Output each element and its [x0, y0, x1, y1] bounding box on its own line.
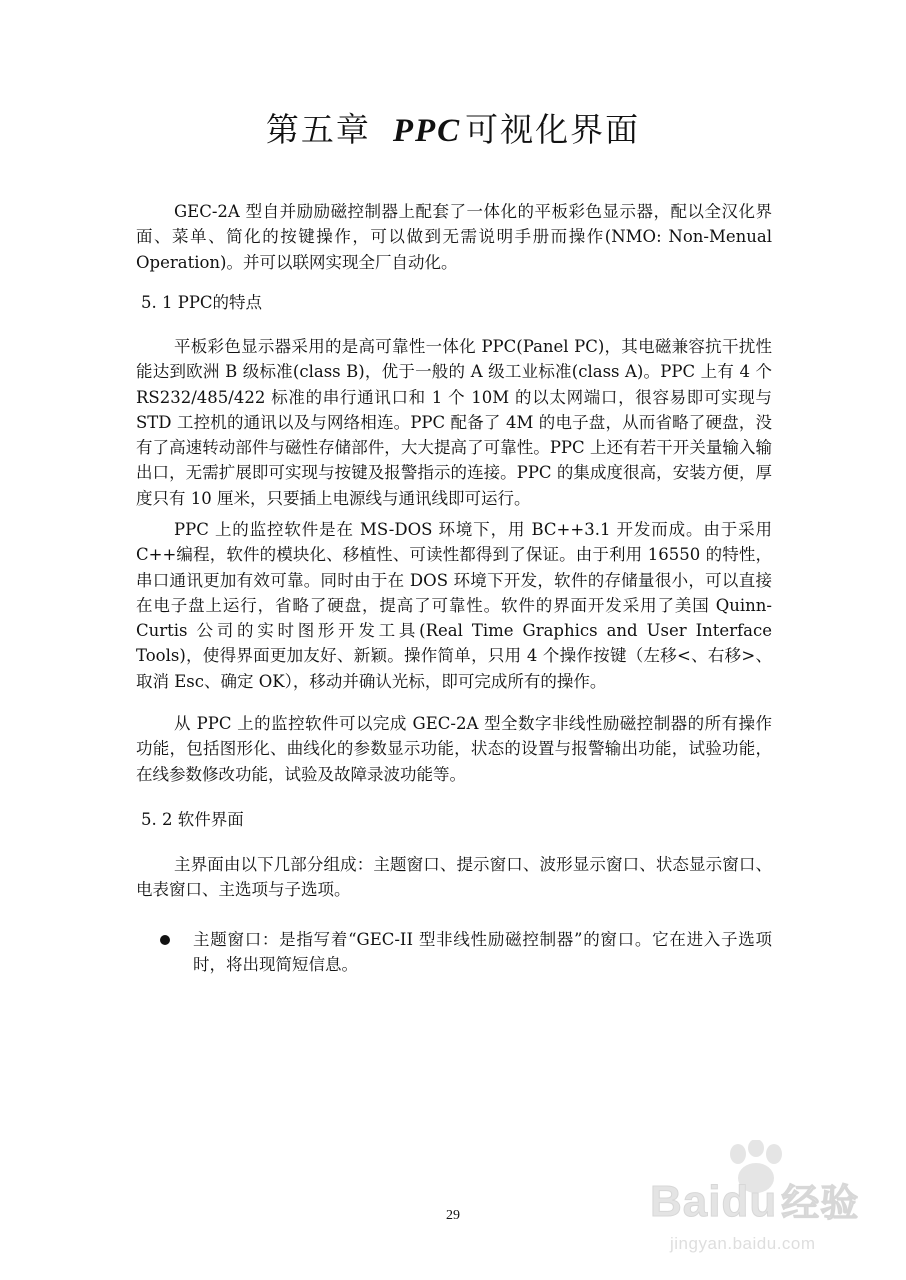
watermark-logo-cn: 经验 — [781, 1181, 860, 1225]
watermark-logo — [650, 1172, 859, 1227]
section-heading-5-2: 5. 2 软件界面 — [141, 810, 244, 829]
watermark-url: jingyan.baidu.com — [670, 1234, 816, 1253]
watermark-logo-latin: Baidu — [650, 1177, 778, 1226]
ppc-features-paragraph: 平板彩色显示器采用的是高可靠性一体化 PPC(Panel PC)，其电磁兼容抗干扰性能达到欧洲 B 级标准(class B)，优于一般的 A 级工业标准(class A)。PPC 上有 4 个 RS232/485/422 标准的串行通讯口和 1 个 10M 的以太网端口，很容易即可实现与 STD 工控机的通讯以及与网络相连。PPC 配备了 4M 的电子盘，从而省略了硬盘，没有了高速转动部件与磁性存储部件，大大提高了可靠性。PPC 上还有若干开关量输入输出口，无需扩展即可实现与按键及报警指示的连接。PPC 的集成度很高，安装方便，厚度只有 10 厘米，只要插上电源线与通讯线即可运行。 — [136, 337, 772, 508]
chapter-title-suffix: 可视化界面 — [465, 110, 641, 149]
main-interface-paragraph: 主界面由以下几部分组成：主题窗口、提示窗口、波形显示窗口、状态显示窗口、电表窗口、主选项与子选项。 — [136, 855, 772, 900]
bullet-dot-icon — [160, 935, 170, 945]
software-functions-paragraph: 从 PPC 上的监控软件可以完成 GEC-2A 型全数字非线性励磁控制器的所有操作功能，包括图形化、曲线化的参数显示功能，状态的设置与报警输出功能，试验功能，在线参数修改功能，试验及故障录波功能等。 — [136, 714, 772, 784]
monitoring-software-paragraph: PPC 上的监控软件是在 MS-DOS 环境下，用 BC++3.1 开发而成。由于采用 C++编程，软件的模块化、移植性、可读性都得到了保证。由于利用 16550 的特性，串口通讯更加有效可靠。同时由于在 DOS 环境下开发，软件的存储量很小，可以直接在电子盘上运行，省略了硬盘，提高了可靠性。软件的界面开发采用了美国 Quinn-Curtis 公司的实时图形开发工具(Real Time Graphics and User Interface Tools)，使得界面更加友好、新颖。操作简单，只用 4 个操作按键（左移<、右移>、取消 Esc、确定 OK），移动并确认光标，即可完成所有的操作。 — [136, 520, 772, 691]
page-number: 29 — [446, 1208, 460, 1223]
baidu-jingyan-watermark — [650, 1140, 895, 1265]
bullet-item-text: 主题窗口：是指写着“GEC-II 型非线性励磁控制器”的窗口。它在进入子选项时，将出现简短信息。 — [193, 930, 772, 975]
bullet-item — [160, 927, 772, 978]
section-heading-5-1: 5. 1 PPC的特点 — [141, 293, 263, 312]
chapter-title — [0, 108, 906, 153]
chapter-title-emphasis: PPC — [392, 113, 462, 149]
intro-paragraph: GEC-2A 型自并励励磁控制器上配套了一体化的平板彩色显示器，配以全汉化界面、菜单、简化的按键操作，可以做到无需说明手册而操作(NMO: Non-Menual Operation)。并可以联网实现全厂自动化。 — [136, 202, 772, 272]
chapter-title-prefix: 第五章 — [265, 110, 371, 149]
